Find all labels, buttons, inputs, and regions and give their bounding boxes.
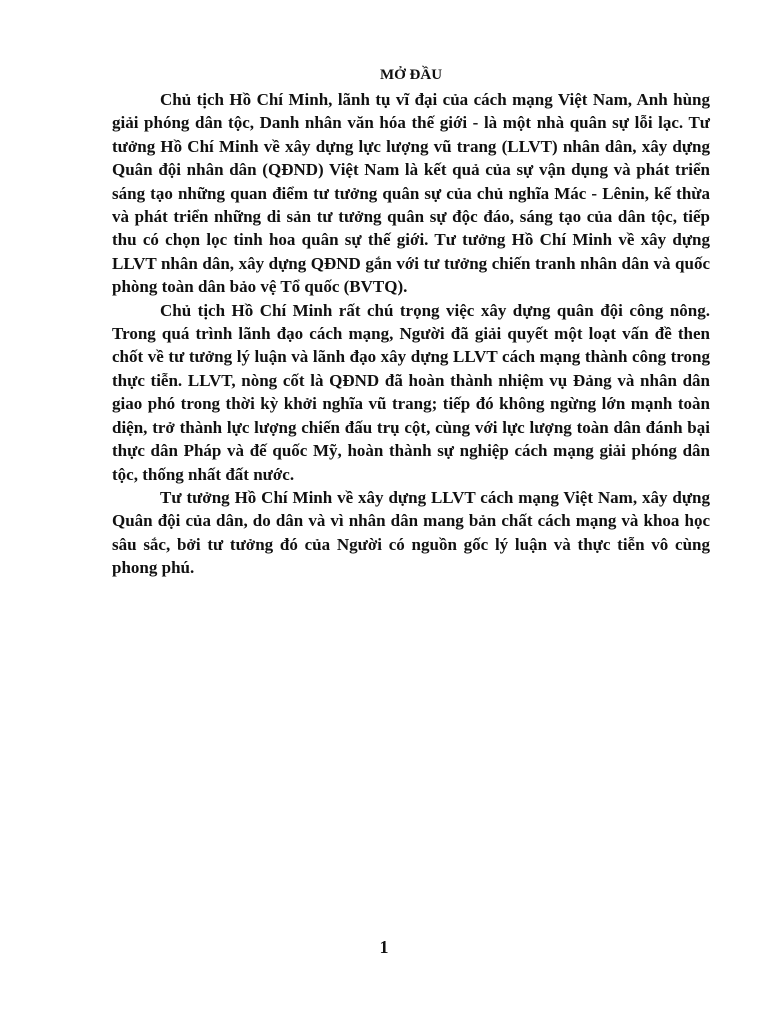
section-heading: MỞ ĐẦU xyxy=(379,67,443,83)
paragraph-3: Tư tưởng Hồ Chí Minh về xây dựng LLVT cách mạng Việt Nam, xây dựng Quân đội của dân, do dân và vì nhân dân mang bản chất cách mạng và khoa học sâu sắc, bởi tư tưởng đó của Người có nguồn gốc lý luận và thực tiễn vô cùng phong phú. xyxy=(112,487,710,578)
document-body xyxy=(112,64,710,580)
paragraph-2: Chủ tịch Hồ Chí Minh rất chú trọng việc xây dựng quân đội công nông. Trong quá trình lãnh đạo cách mạng, Người đã giải quyết một loạt vấn đề then chốt về tư tưởng lý luận và lãnh đạo xây dựng LLVT cách mạng thành công trong thực tiễn. LLVT, nòng cốt là QĐND đã hoàn thành nhiệm vụ Đảng và nhân dân giao phó trong thời kỳ khởi nghĩa vũ trang; tiếp đó không ngừng lớn mạnh toàn diện, trở thành lực lượng chiến đấu trụ cột, cùng với lực lượng toàn dân đánh bại thực dân Pháp và đế quốc Mỹ, hoàn thành sự nghiệp cách mạng giải phóng dân tộc, thống nhất đất nước. xyxy=(112,300,710,484)
paragraph-1: Chủ tịch Hồ Chí Minh, lãnh tụ vĩ đại của cách mạng Việt Nam, Anh hùng giải phóng dân tộc, Danh nhân văn hóa thế giới - là một nhà quân sự lỗi lạc. Tư tưởng Hồ Chí Minh về xây dựng lực lượng vũ trang (LLVT) nhân dân, xây dựng Quân đội nhân dân (QĐND) Việt Nam là kết quả của sự vận dụng và phát triển sáng tạo những quan điểm tư tưởng quân sự của chủ nghĩa Mác - Lênin, kế thừa và phát triển những di sản tư tưởng quân sự độc đáo, sáng tạo của dân tộc, tiếp thu có chọn lọc tinh hoa quân sự thế giới. Tư tưởng Hồ Chí Minh về xây dựng LLVT nhân dân, xây dựng QĐND gắn với tư tưởng chiến tranh nhân dân và quốc phòng toàn dân bảo vệ Tổ quốc (BVTQ). xyxy=(112,90,710,297)
page-number: 1 xyxy=(379,937,389,957)
